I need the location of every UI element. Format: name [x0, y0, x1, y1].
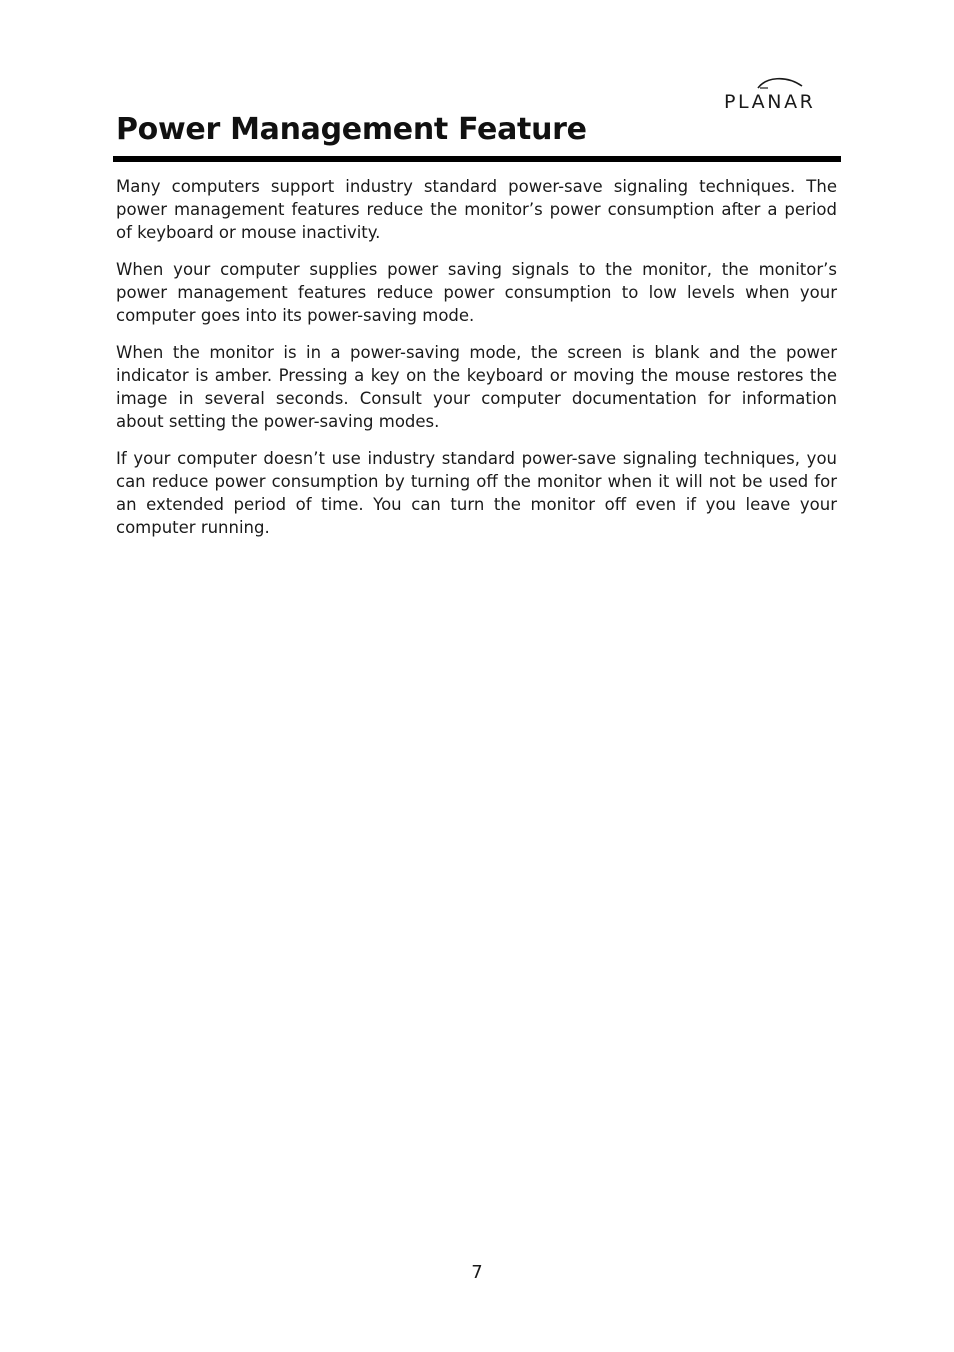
paragraph: When your computer supplies power saving signals to the monitor, the monitor’s power management features reduce power consumption to low levels when your computer goes into its power-saving mode. [116, 260, 837, 325]
paragraph: Many computers support industry standard power-save signaling techniques. The power management features reduce the monitor’s power consumption after a period of keyboard or mouse inactivity. [116, 177, 837, 242]
planar-swoosh-icon [756, 76, 804, 90]
body-text [116, 175, 837, 553]
planar-logo [724, 76, 840, 116]
title-rule [113, 156, 841, 162]
paragraph: If your computer doesn’t use industry standard power-save signaling techniques, you can reduce power consumption by turning off the monitor when it will not be used for an extended period of time. You can turn the monitor off even if you leave your computer running. [116, 449, 837, 537]
logo-wordmark: PLANAR [724, 91, 816, 113]
page-title: Power Management Feature [116, 112, 587, 147]
paragraph: When the monitor is in a power-saving mode, the screen is blank and the power indicator is amber. Pressing a key on the keyboard or moving the mouse restores the image in several seconds. Consult your computer documentation for information about setting the power-saving modes. [116, 343, 837, 431]
page-number: 7 [471, 1262, 483, 1283]
